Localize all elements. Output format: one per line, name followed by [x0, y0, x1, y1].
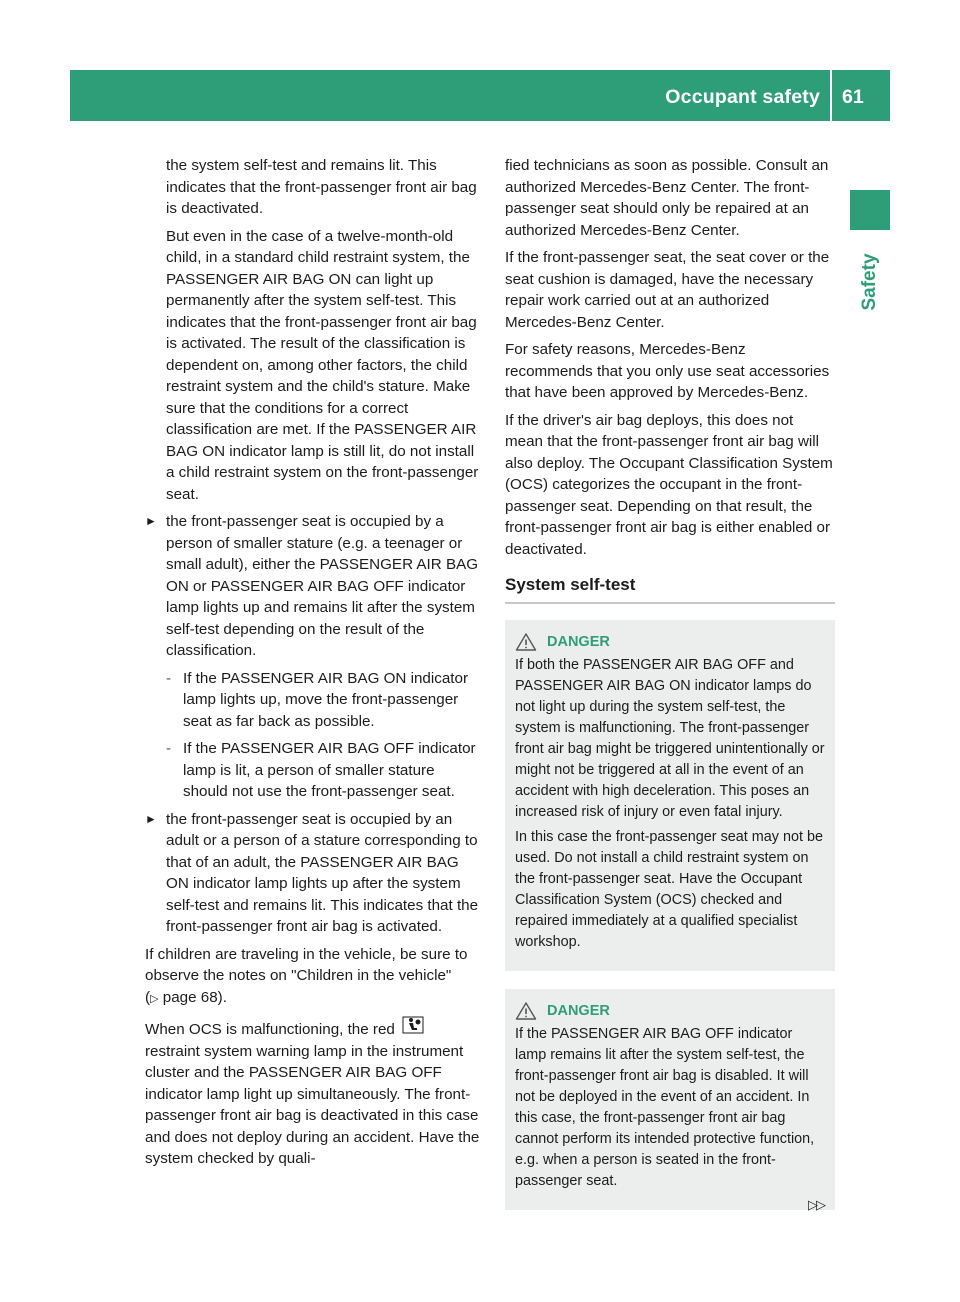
header-divider: [830, 70, 832, 121]
sub-list-item: [145, 738, 483, 803]
danger-box: [505, 620, 835, 971]
warning-triangle-icon: [515, 632, 537, 652]
paragraph: For safety reasons, Mercedes-Benz recommends that you only use seat accessories that have been approved by Mercedes-Benz.: [505, 341, 830, 401]
right-column: [505, 155, 835, 1228]
paragraph: the system self-test and remains lit. This indicates that the front-passenger front air bag is deactivated.: [166, 157, 477, 217]
continue-arrow-icon: ▷▷: [808, 1197, 824, 1212]
list-item: [145, 809, 483, 938]
list-item-text: the front-passenger seat is occupied by an adult or a person of a stature corresponding to that of an adult, the PASSENGER AIR BAG ON indicator lamp lights up after the system self-test and remains lit. This indicates that the front-passenger front air bag is activated.: [166, 810, 479, 935]
page-number: 61: [842, 86, 864, 108]
header-bar: [70, 70, 890, 121]
page-title: Occupant safety: [665, 86, 820, 108]
danger-header: [515, 1001, 827, 1022]
section-tab-label: Safety: [859, 253, 880, 311]
paragraph: [145, 944, 483, 1011]
dash-icon: -: [166, 740, 172, 757]
sub-list-item-text: If the PASSENGER AIR BAG ON indicator lamp lights up, move the front-passenger seat as far back as possible.: [183, 669, 469, 730]
danger-text: If both the PASSENGER AIR BAG OFF and PASSENGER AIR BAG ON indicator lamps do not light up during the system self-test, the system is malfunctioning. The front-passenger front air bag might be triggered unintentionally or might not be triggered at all in the event of an accident with high deceleration. This poses an increased risk of injury or even fatal injury.: [515, 656, 825, 820]
heading-divider: [505, 602, 835, 604]
warning-triangle-icon: [515, 1001, 537, 1021]
paragraph: fied technicians as soon as possible. Consult an authorized Mercedes-Benz Center. The front-passenger seat should only be repaired at an authorized Mercedes-Benz Center.: [505, 157, 829, 239]
section-tab-marker: [850, 190, 890, 230]
paragraph: But even in the case of a twelve-month-old child, in a standard child restraint system, the PASSENGER AIR BAG ON can light up permanently after the system self-test. This indicates that the front-passenger front air bag is activated. The result of the classification is dependent on, among other factors, the child restraint system and the child's stature. Make sure that the conditions for a correct classification are met. If the PASSENGER AIR BAG ON indicator lamp is still lit, do not install a child restraint system on the front-passenger seat.: [166, 227, 479, 503]
left-column: [145, 155, 483, 1176]
danger-header: [515, 632, 827, 653]
bullet-icon: ►: [145, 514, 157, 528]
danger-box: [505, 989, 835, 1210]
paragraph: If the front-passenger seat, the seat cover or the seat cushion is damaged, have the necessary repair work carried out at an authorized Mercedes-Benz Center.: [505, 249, 830, 331]
section-heading: System self-test: [505, 575, 636, 594]
paragraph: If the driver's air bag deploys, this does not mean that the front-passenger front air bag will also deploy. The Occupant Classification System (OCS) categorizes the occupant in the front-passenger seat. Depending on that result, the front-passenger front air bag is either enabled or deactivated.: [505, 411, 833, 558]
paragraph-text: restraint system warning lamp in the instrument cluster and the PASSENGER AIR BAG OFF indicator lamp light up simultaneously. The front-passenger front air bag is deactivated in this case and does not deploy during an accident. Have the system checked by quali-: [145, 1042, 480, 1167]
danger-text: In this case the front-passenger seat may not be used. Do not install a child restraint system on the front-passenger seat. Have the Occupant Classification System (OCS) checked and repaired immediately at a qualified specialist workshop.: [515, 828, 823, 950]
danger-text: If the PASSENGER AIR BAG OFF indicator lamp remains lit after the system self-test, the front-passenger front air bag is disabled. It will not be deployed in the event of an accident. In this case, the front-passenger front air bag cannot perform its intended protective function, e.g. when a person is seated in the front-passenger seat.: [515, 1025, 815, 1189]
paragraph-text: When OCS is malfunctioning, the red: [145, 1021, 395, 1038]
list-item: [145, 511, 483, 662]
dash-icon: -: [166, 669, 172, 687]
page-reference-arrow-icon: ▷: [150, 992, 159, 1005]
paragraph-text: If children are traveling in the vehicle, be sure to observe the notes on "Children in the vehicle" (: [145, 945, 468, 1006]
sub-list-item: [145, 668, 483, 733]
danger-title: DANGER: [547, 1002, 610, 1019]
restraint-system-warning-lamp-icon: [399, 1016, 427, 1041]
danger-title: DANGER: [547, 633, 610, 650]
bullet-icon: ►: [145, 811, 157, 826]
sub-list-item-text: If the PASSENGER AIR BAG OFF indicator lamp is lit, a person of smaller stature should not use the front-passenger seat.: [183, 740, 476, 800]
page-reference[interactable]: page 68).: [162, 988, 227, 1006]
list-item-text: the front-passenger seat is occupied by a person of smaller stature (e.g. a teenager or small adult), either the PASSENGER AIR BAG ON or PASSENGER AIR BAG OFF indicator lamp lights up and remains lit after the system self-test depending on the result of the classification.: [166, 513, 479, 659]
paragraph: [145, 1016, 483, 1170]
